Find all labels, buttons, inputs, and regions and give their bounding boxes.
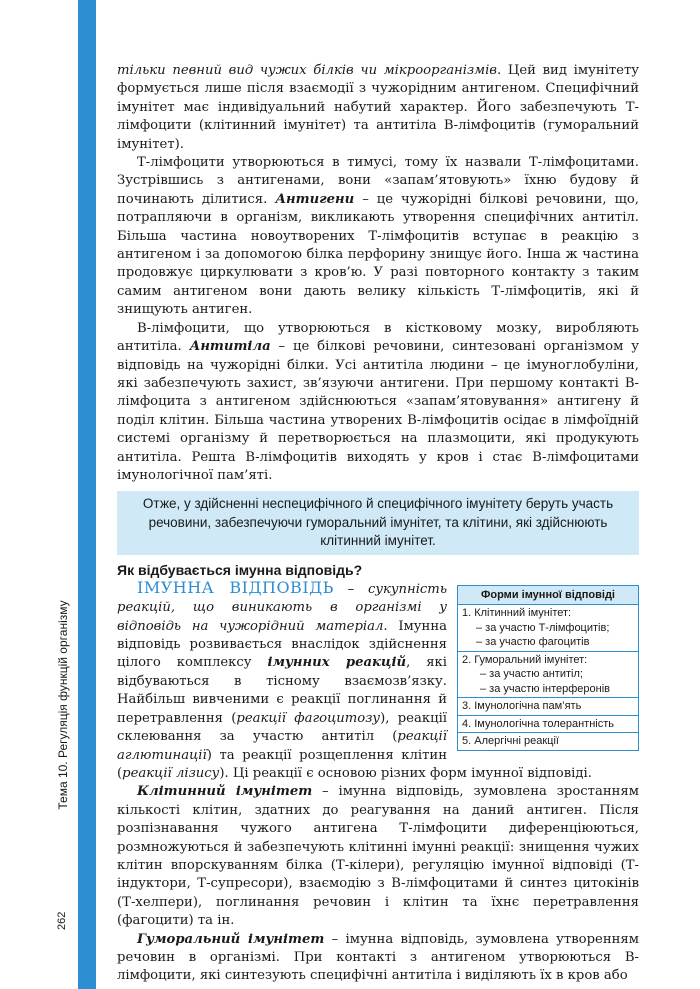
table-row: 5. Алергічні реакції xyxy=(462,735,559,748)
table-subitem: – за участю антитіл; xyxy=(480,668,583,681)
table-item: 2. Гуморальний імунітет: xyxy=(462,653,588,666)
section-heading: Як відбувається імунна відповідь? xyxy=(117,561,363,578)
immune-response-forms-table xyxy=(457,585,639,751)
table-row xyxy=(458,605,638,652)
text: – це білкові речовини, синтезовані організмом у відповідь на чужорідні білки. Усі антитіла людини – це імуноглобуліни, які забезпечують захист, зв’язуючи антигени. При першому контакті В-лімфоцита з антигеном здійснюються «запам’ятовування» антигену й поділ клітин. Більша частина утворених В-лімфоцитів осідає в лімфоїдній системі організму й перетворюється на плазмоцити, які продукують антитіла. Решта В-лімфоцитів виходять у кров і стає В-лімфоцитами імунологічної пам’яті. xyxy=(117,339,640,483)
paragraph xyxy=(117,931,639,986)
term-humoral-immunity: Гуморальний імунітет xyxy=(137,931,325,947)
page-body xyxy=(117,62,639,986)
italic-phrase: реакції аглютинації xyxy=(117,729,447,763)
paragraph xyxy=(117,783,639,930)
term-immune-response: ІМУННА ВІДПОВІДЬ xyxy=(137,577,334,597)
text: ) та реакції розщеплення клітин ( xyxy=(117,747,447,781)
text: ). Ці реакції є основою різних форм імунної відповіді. xyxy=(219,765,592,781)
text: . Імунна відповідь розвивається внаслідок здійснення цілого комплексу xyxy=(117,618,447,671)
term-antigens: Антигени xyxy=(275,191,355,207)
text: . Цей вид імунітету формується лише після взаємодії з чужорідним антигеном. Специфічний імунітет має індивідуальний набутий характер. Його забезпечують Т-лімфоцити (клітинний імунітет) та антитіла В-лімфоцитів (гуморальний імунітет). xyxy=(117,63,639,152)
text: ), реакції склеювання за участю антитіл ( xyxy=(117,710,447,745)
table-row: 4. Імунологічна толерантність xyxy=(458,716,638,734)
table-subitem: – за участю фагоцитів xyxy=(476,636,590,649)
paragraph xyxy=(117,62,639,154)
summary-callout: Отже, у здійсненні неспецифічного й специфічного імунітету беруть участь речовини, забезпечуючи гуморальний імунітет, та клітини, які здійснюють клітинний імунітет. xyxy=(117,491,639,555)
italic-phrase: тільки певний вид чужих білків чи мікроорганізмів xyxy=(117,63,497,78)
term-cellular-immunity: Клітинний імунітет xyxy=(137,784,313,800)
text: – імунна відповідь, зумовлена утворенням речовин в організмі. При контакті з антигеном утворюються В-лімфоцити, які синтезують специфічні антитіла і виділяють їх в кров або xyxy=(117,931,639,984)
paragraph xyxy=(117,154,639,320)
table-subitem: – за участю інтерферонів xyxy=(480,682,611,695)
text: Т-лімфоцити утворюються в тимусі, тому їх назвали Т-лімфоцитами. Зустрівшись з антигенами, вони «запам’ятовують» їхню будову й починають ділитися. xyxy=(117,155,639,207)
text: – це чужорідні білкові речовини, що, потрапляючи в організм, викликають утворення специфічних антитіл. Більша частина новоутворених Т-лімфоцитів вступає в реакцію з антигеном і за допомогою білка перфорину знищує його. Інша ж частина продовжує циркулювати з кров’ю. У разі повторного контакту з таким самим антигеном вони дають велику кількість Т-лімфоцитів, які й знищують антиген. xyxy=(117,191,639,318)
section-body xyxy=(117,579,639,986)
table-row: 3. Імунологічна пам’ять xyxy=(458,698,638,716)
table-row xyxy=(458,652,638,699)
table-title: Форми імунної відповіді xyxy=(458,586,638,606)
text: В-лімфоцити, що утворюються в кістковому мозку, виробляють антитіла. xyxy=(117,320,639,355)
text: – імунна відповідь, зумовлена зростанням кількості клітин, здатних до реагування на даний антиген. Після розпізнавання чужого антигена Т-лімфоцити диференціюються, розмножуються й забезпечують клітинні імунні реакції: знищення чужих клітин впорскуванням білка (Т-кілери), регуляцію імунної відповіді (Т-індуктори, Т-супресори), взаємодію з В-лімфоцитами й синтез цитокінів (Т-хелпери), поглинання речовин і клітин та їхнє перетравлення (фагоцити) та ін. xyxy=(117,784,639,929)
page-number: 262 xyxy=(56,911,68,930)
italic-phrase: реакції фагоцитозу xyxy=(236,710,381,726)
table-item: 1. Клітинний імунітет: xyxy=(462,607,572,620)
paragraph xyxy=(117,320,639,486)
chapter-title: Тема 10. Регуляція функцій організму xyxy=(56,600,70,810)
italic-phrase: – сукупність реакцій, що виникають в організмі у відповідь на чужорідний матеріал xyxy=(117,581,447,634)
italic-phrase: реакції лізису xyxy=(122,765,220,781)
table-subitem: – за участю Т-лімфоцитів; xyxy=(476,621,610,634)
term-antibodies: Антитіла xyxy=(189,339,271,355)
text: , які відбуваються в тісному взаємозв’язку. Найбільш вивченими є реакції поглинання й перетравлення ( xyxy=(117,655,448,726)
term-immune-reactions: імунних реакцій xyxy=(267,655,407,671)
chapter-stripe xyxy=(78,0,96,989)
left-margin xyxy=(0,0,72,989)
